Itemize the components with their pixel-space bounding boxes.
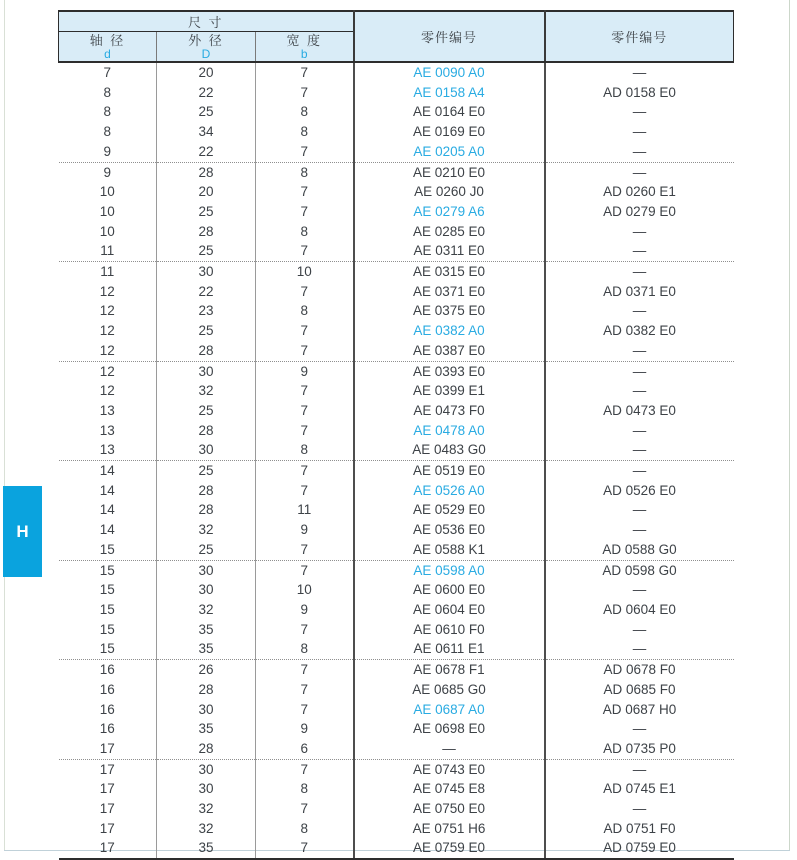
cell-width: 7	[256, 481, 354, 501]
cell-shaft-diameter: 13	[99, 422, 115, 438]
cell-shaft-diameter: 15	[99, 601, 115, 617]
table-row	[59, 222, 734, 242]
cell-outer-diameter: 30	[157, 779, 256, 799]
cell-part-number-ad: AD 0158 E0	[545, 83, 734, 103]
cell-width: 9	[256, 520, 354, 540]
cell-outer-diameter: 28	[157, 341, 256, 361]
table-row	[59, 421, 734, 441]
part-number-header-left	[354, 11, 545, 62]
cell-part-number-ae: AE 0536 E0	[354, 520, 545, 540]
table-header	[59, 11, 734, 62]
cell-shaft-diameter: 16	[99, 721, 115, 737]
table-row	[59, 680, 734, 700]
cell-part-number-ae: AE 0473 F0	[354, 401, 545, 421]
table-row	[59, 241, 734, 261]
cell-width: 7	[256, 381, 354, 401]
cell-part-number-ae: AE 0745 E8	[354, 779, 545, 799]
cell-part-number-ad: AD 0735 P0	[545, 739, 734, 759]
cell-outer-diameter: 20	[157, 182, 256, 202]
page-edge-right	[789, 0, 790, 851]
table-row	[59, 799, 734, 819]
cell-outer-diameter: 30	[157, 700, 256, 720]
cell-width: 7	[256, 461, 354, 481]
table-row	[59, 341, 734, 361]
cell-shaft-diameter: 17	[99, 740, 115, 756]
cell-shaft-diameter: 12	[99, 342, 115, 358]
cell-outer-diameter: 34	[157, 122, 256, 142]
cell-part-number-ad: —	[545, 520, 734, 540]
table-row	[59, 440, 734, 460]
cell-part-number-ae: AE 0750 E0	[354, 799, 545, 819]
cell-shaft-diameter: 16	[99, 701, 115, 717]
cell-outer-diameter: 22	[157, 142, 256, 162]
table-row	[59, 122, 734, 142]
cell-part-number-ad: AD 0687 H0	[545, 700, 734, 720]
col-header-shaft-diameter-symbol: d	[104, 47, 111, 61]
cell-outer-diameter: 28	[157, 162, 256, 182]
cell-part-number-ad: —	[545, 222, 734, 242]
cell-part-number-ae: AE 0375 E0	[354, 301, 545, 321]
cell-part-number-ad: —	[545, 440, 734, 460]
cell-part-number-ad: AD 0751 F0	[545, 819, 734, 839]
cell-width: 7	[256, 282, 354, 302]
cell-width: 7	[256, 660, 354, 680]
cell-part-number-ad: AD 0473 E0	[545, 401, 734, 421]
cell-part-number-ae: AE 0387 E0	[354, 341, 545, 361]
cell-outer-diameter: 28	[157, 739, 256, 759]
cell-width: 7	[256, 421, 354, 441]
cell-part-number-ad: —	[545, 381, 734, 401]
cell-part-number-ae: AE 0158 A4	[354, 83, 545, 103]
cell-part-number-ae: AE 0279 A6	[354, 202, 545, 222]
table-row	[59, 520, 734, 540]
table-row	[59, 759, 734, 779]
cell-part-number-ae: AE 0315 E0	[354, 262, 545, 282]
cell-width: 7	[256, 142, 354, 162]
cell-shaft-diameter: 17	[59, 759, 157, 779]
cell-part-number-ad: —	[545, 799, 734, 819]
cell-width: 7	[256, 241, 354, 261]
cell-width: 8	[256, 819, 354, 839]
table-row	[59, 700, 734, 720]
cell-shaft-diameter: 11	[59, 262, 157, 282]
cell-width: 8	[256, 122, 354, 142]
cell-outer-diameter: 30	[157, 759, 256, 779]
cell-shaft-diameter: 11	[100, 243, 115, 259]
table-row	[59, 202, 734, 222]
cell-width: 7	[256, 83, 354, 103]
cell-part-number-ae: AE 0698 E0	[354, 719, 545, 739]
cell-shaft-diameter: 12	[99, 323, 115, 339]
cell-width: 6	[256, 739, 354, 759]
table-row	[59, 142, 734, 162]
table-row	[59, 62, 734, 83]
cell-width: 7	[256, 341, 354, 361]
cell-part-number-ae: AE 0260 J0	[354, 182, 545, 202]
table-row	[59, 301, 734, 321]
cell-part-number-ad: —	[545, 719, 734, 739]
table-row	[59, 719, 734, 739]
cell-shaft-diameter: 8	[103, 124, 111, 140]
cell-outer-diameter: 35	[157, 838, 256, 859]
cell-outer-diameter: 30	[157, 262, 256, 282]
cell-part-number-ae: AE 0611 E1	[354, 639, 545, 659]
cell-width: 9	[256, 719, 354, 739]
part-number-header-right	[545, 11, 734, 62]
size-group-header: 尺 寸	[59, 11, 354, 32]
cell-part-number-ae: AE 0382 A0	[354, 321, 545, 341]
cell-outer-diameter: 35	[157, 639, 256, 659]
cell-outer-diameter: 35	[157, 620, 256, 640]
cell-shaft-diameter: 16	[59, 660, 157, 680]
cell-shaft-diameter: 12	[59, 361, 157, 381]
cell-part-number-ad: —	[545, 301, 734, 321]
cell-part-number-ae: AE 0678 F1	[354, 660, 545, 680]
cell-part-number-ad: —	[545, 461, 734, 481]
cell-part-number-ad: —	[545, 361, 734, 381]
cell-part-number-ae: AE 0090 A0	[354, 62, 545, 83]
cell-part-number-ad: AD 0685 F0	[545, 680, 734, 700]
cell-part-number-ad: —	[545, 142, 734, 162]
cell-shaft-diameter: 16	[99, 681, 115, 697]
cell-part-number-ae: —	[354, 739, 545, 759]
cell-part-number-ad: AD 0371 E0	[545, 282, 734, 302]
page-edge-left	[4, 0, 5, 851]
cell-shaft-diameter: 15	[99, 582, 115, 598]
cell-part-number-ae: AE 0598 A0	[354, 560, 545, 580]
cell-outer-diameter: 32	[157, 520, 256, 540]
cell-part-number-ae: AE 0588 K1	[354, 540, 545, 560]
cell-outer-diameter: 30	[157, 560, 256, 580]
cell-shaft-diameter: 14	[99, 522, 115, 538]
cell-part-number-ae: AE 0751 H6	[354, 819, 545, 839]
cell-width: 7	[256, 62, 354, 83]
cell-shaft-diameter: 15	[99, 621, 115, 637]
cell-outer-diameter: 32	[157, 381, 256, 401]
cell-width: 8	[256, 301, 354, 321]
cell-part-number-ae: AE 0169 E0	[354, 122, 545, 142]
cell-shaft-diameter: 12	[99, 303, 115, 319]
cell-shaft-diameter: 17	[99, 820, 115, 836]
cell-width: 7	[256, 182, 354, 202]
cell-width: 8	[256, 102, 354, 122]
col-header-shaft-diameter-label: 轴 径	[89, 33, 126, 48]
col-header-width-symbol: b	[300, 47, 308, 61]
cell-shaft-diameter: 10	[99, 203, 115, 219]
cell-outer-diameter: 26	[157, 660, 256, 680]
cell-part-number-ad: —	[545, 500, 734, 520]
table-row	[59, 779, 734, 799]
cell-part-number-ad: AD 0745 E1	[545, 779, 734, 799]
cell-outer-diameter: 30	[157, 361, 256, 381]
cell-shaft-diameter: 12	[99, 383, 115, 399]
cell-outer-diameter: 28	[157, 222, 256, 242]
cell-part-number-ae: AE 0743 E0	[354, 759, 545, 779]
cell-part-number-ae: AE 0210 E0	[354, 162, 545, 182]
cell-outer-diameter: 35	[157, 719, 256, 739]
table-row	[59, 381, 734, 401]
table-row	[59, 262, 734, 282]
cell-part-number-ae: AE 0483 G0	[354, 440, 545, 460]
cell-part-number-ae: AE 0399 E1	[354, 381, 545, 401]
parts-table	[58, 10, 734, 860]
table-row	[59, 600, 734, 620]
col-header-shaft-diameter	[59, 32, 157, 63]
cell-width: 7	[256, 680, 354, 700]
cell-part-number-ae: AE 0529 E0	[354, 500, 545, 520]
table-row	[59, 580, 734, 600]
cell-part-number-ae: AE 0311 E0	[354, 241, 545, 261]
cell-part-number-ad: —	[545, 639, 734, 659]
cell-shaft-diameter: 15	[99, 541, 115, 557]
cell-width: 7	[256, 202, 354, 222]
part-number-header-right-label: 零件编号	[611, 30, 668, 45]
cell-part-number-ad: AD 0604 E0	[545, 600, 734, 620]
table-row	[59, 660, 734, 680]
cell-width: 8	[256, 639, 354, 659]
col-header-width	[256, 32, 354, 63]
col-header-outer-diameter	[157, 32, 256, 63]
cell-width: 7	[256, 540, 354, 560]
cell-outer-diameter: 28	[157, 481, 256, 501]
table-row	[59, 819, 734, 839]
cell-shaft-diameter: 17	[99, 781, 115, 797]
table-row	[59, 540, 734, 560]
cell-outer-diameter: 25	[157, 401, 256, 421]
section-tab-label: H	[16, 521, 29, 541]
cell-outer-diameter: 28	[157, 680, 256, 700]
cell-width: 7	[256, 401, 354, 421]
cell-part-number-ae: AE 0519 E0	[354, 461, 545, 481]
cell-outer-diameter: 32	[157, 819, 256, 839]
cell-part-number-ad: AD 0598 G0	[545, 560, 734, 580]
cell-outer-diameter: 30	[157, 440, 256, 460]
cell-part-number-ad: —	[545, 620, 734, 640]
table-row	[59, 282, 734, 302]
cell-part-number-ad: —	[545, 421, 734, 441]
cell-shaft-diameter: 8	[103, 84, 111, 100]
cell-part-number-ad: —	[545, 241, 734, 261]
cell-width: 9	[256, 361, 354, 381]
table-row	[59, 162, 734, 182]
col-header-outer-diameter-label: 外 径	[188, 33, 224, 48]
cell-part-number-ae: AE 0687 A0	[354, 700, 545, 720]
table-row	[59, 182, 734, 202]
cell-outer-diameter: 28	[157, 500, 256, 520]
cell-width: 7	[256, 759, 354, 779]
cell-outer-diameter: 22	[157, 83, 256, 103]
col-header-outer-diameter-symbol: D	[201, 47, 211, 61]
cell-part-number-ae: AE 0205 A0	[354, 142, 545, 162]
cell-shaft-diameter: 9	[59, 162, 157, 182]
cell-outer-diameter: 23	[157, 301, 256, 321]
cell-shaft-diameter: 13	[99, 402, 115, 418]
table-row	[59, 461, 734, 481]
cell-width: 8	[256, 162, 354, 182]
cell-part-number-ad: AD 0759 E0	[545, 838, 734, 859]
cell-part-number-ad: —	[545, 162, 734, 182]
cell-shaft-diameter: 7	[103, 65, 111, 80]
cell-part-number-ad: —	[545, 341, 734, 361]
cell-shaft-diameter: 15	[59, 560, 157, 580]
cell-part-number-ae: AE 0526 A0	[354, 481, 545, 501]
cell-width: 7	[256, 700, 354, 720]
cell-shaft-diameter: 10	[99, 223, 115, 239]
cell-part-number-ad: AD 0678 F0	[545, 660, 734, 680]
cell-width: 8	[256, 440, 354, 460]
cell-width: 7	[256, 838, 354, 859]
cell-width: 9	[256, 600, 354, 620]
cell-part-number-ae: AE 0759 E0	[354, 838, 545, 859]
cell-width: 7	[256, 620, 354, 640]
cell-shaft-diameter: 9	[103, 143, 111, 159]
cell-shaft-diameter: 13	[99, 442, 115, 458]
cell-part-number-ad: —	[545, 62, 734, 83]
cell-outer-diameter: 25	[157, 241, 256, 261]
cell-width: 7	[256, 321, 354, 341]
cell-outer-diameter: 22	[157, 282, 256, 302]
cell-shaft-diameter: 12	[99, 283, 115, 299]
cell-outer-diameter: 25	[157, 321, 256, 341]
cell-width: 7	[256, 799, 354, 819]
cell-part-number-ad: AD 0588 G0	[545, 540, 734, 560]
section-tab-h[interactable]	[3, 486, 42, 577]
cell-part-number-ad: AD 0526 E0	[545, 481, 734, 501]
cell-part-number-ae: AE 0371 E0	[354, 282, 545, 302]
cell-part-number-ad: —	[545, 102, 734, 122]
table-row	[59, 639, 734, 659]
cell-part-number-ad: —	[545, 262, 734, 282]
cell-part-number-ae: AE 0600 E0	[354, 580, 545, 600]
table-row	[59, 620, 734, 640]
table-body	[59, 62, 734, 859]
cell-width: 8	[256, 222, 354, 242]
cell-shaft-diameter: 17	[99, 801, 115, 817]
table-row	[59, 321, 734, 341]
table-row	[59, 361, 734, 381]
cell-part-number-ad: —	[545, 759, 734, 779]
cell-outer-diameter: 25	[157, 461, 256, 481]
table-row	[59, 481, 734, 501]
cell-part-number-ae: AE 0604 E0	[354, 600, 545, 620]
cell-shaft-diameter: 17	[59, 838, 157, 859]
cell-width: 7	[256, 560, 354, 580]
table-row	[59, 560, 734, 580]
table-row	[59, 500, 734, 520]
cell-outer-diameter: 25	[157, 102, 256, 122]
col-header-width-label: 宽 度	[286, 33, 323, 48]
cell-outer-diameter: 25	[157, 202, 256, 222]
cell-part-number-ae: AE 0393 E0	[354, 361, 545, 381]
cell-part-number-ae: AE 0478 A0	[354, 421, 545, 441]
cell-part-number-ad: —	[545, 580, 734, 600]
cell-outer-diameter: 30	[157, 580, 256, 600]
cell-shaft-diameter: 10	[99, 184, 115, 200]
cell-part-number-ae: AE 0610 F0	[354, 620, 545, 640]
cell-outer-diameter: 32	[157, 799, 256, 819]
part-number-header-left-label: 零件编号	[420, 30, 477, 45]
cell-part-number-ae: AE 0685 G0	[354, 680, 545, 700]
cell-width: 10	[256, 580, 354, 600]
cell-outer-diameter: 20	[157, 62, 256, 83]
cell-shaft-diameter: 14	[99, 482, 115, 498]
cell-part-number-ad: AD 0260 E1	[545, 182, 734, 202]
cell-outer-diameter: 28	[157, 421, 256, 441]
cell-part-number-ae: AE 0164 E0	[354, 102, 545, 122]
cell-part-number-ad: AD 0279 E0	[545, 202, 734, 222]
cell-width: 8	[256, 779, 354, 799]
cell-shaft-diameter: 14	[59, 461, 157, 481]
cell-part-number-ad: AD 0382 E0	[545, 321, 734, 341]
table-row	[59, 401, 734, 421]
cell-width: 11	[256, 500, 354, 520]
table-row	[59, 83, 734, 103]
table-row	[59, 739, 734, 759]
cell-outer-diameter: 25	[157, 540, 256, 560]
cell-shaft-diameter: 8	[103, 104, 111, 120]
cell-outer-diameter: 32	[157, 600, 256, 620]
cell-part-number-ad: —	[545, 122, 734, 142]
cell-shaft-diameter: 15	[99, 641, 115, 657]
table-row	[59, 102, 734, 122]
table-row	[59, 838, 734, 859]
cell-shaft-diameter: 14	[99, 502, 115, 518]
cell-part-number-ae: AE 0285 E0	[354, 222, 545, 242]
cell-width: 10	[256, 262, 354, 282]
